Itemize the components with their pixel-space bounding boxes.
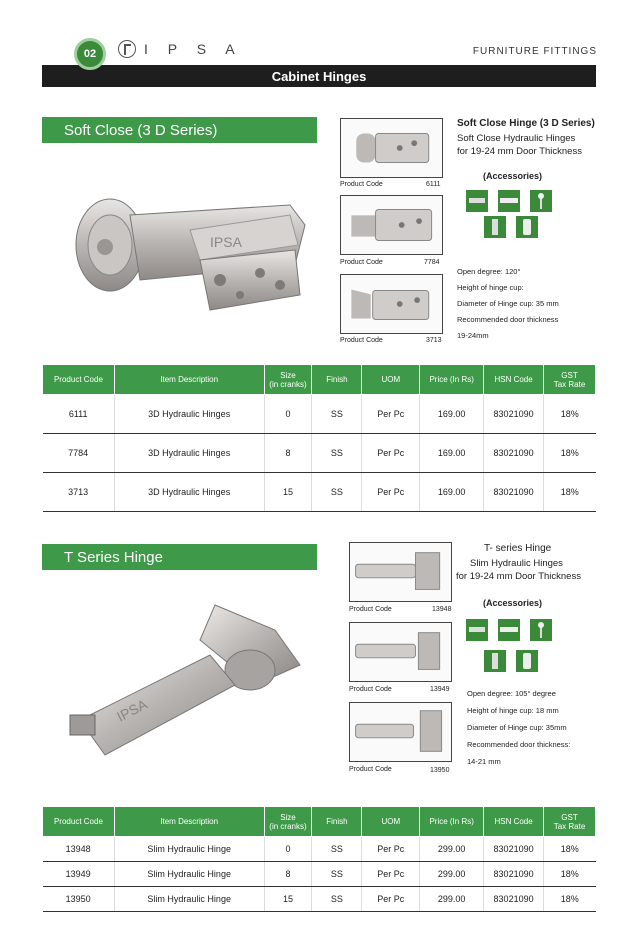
col-header: Item Description — [114, 807, 264, 837]
plate-icon — [498, 190, 520, 212]
col-header: Product Code — [43, 807, 115, 837]
cell: 18% — [544, 395, 596, 434]
brand-logo — [118, 40, 243, 58]
spec-line: Soft Close Hydraulic Hinges — [457, 133, 576, 144]
col-header: UOM — [362, 807, 420, 837]
screw-icon — [530, 190, 552, 212]
product-thumb-13950 — [349, 702, 452, 762]
detail-line: 19-24mm — [457, 331, 489, 340]
cell: 169.00 — [420, 473, 484, 512]
section-banner-t-series: T Series Hinge — [42, 544, 317, 570]
product-thumb-6111 — [340, 118, 443, 178]
cell: 7784 — [43, 434, 115, 473]
col-header: Finish — [312, 365, 362, 395]
product-code-label: Product Code — [340, 259, 383, 266]
cell: SS — [312, 434, 362, 473]
dowel-icon — [484, 650, 506, 672]
product-code-label: Product Code — [349, 606, 392, 613]
cell: 6111 — [43, 395, 115, 434]
table-row — [43, 837, 596, 862]
cell: Per Pc — [362, 862, 420, 887]
spec-line: Slim Hydraulic Hinges — [470, 558, 563, 569]
spec-title: T- series Hinge — [484, 543, 552, 554]
cell: Per Pc — [362, 434, 420, 473]
table-row — [43, 395, 596, 434]
cell: 3713 — [43, 473, 115, 512]
cell: SS — [312, 837, 362, 862]
section-banner-soft-close: Soft Close (3 D Series) — [42, 117, 317, 143]
cell: 3D Hydraulic Hinges — [114, 395, 264, 434]
product-thumb-3713 — [340, 274, 443, 334]
col-header: Item Description — [114, 365, 264, 395]
cell: Slim Hydraulic Hinge — [114, 887, 264, 912]
page-title: Cabinet Hinges — [42, 65, 596, 87]
col-header: Product Code — [43, 365, 115, 395]
svg-text:IPSA: IPSA — [210, 234, 242, 250]
cell: SS — [312, 473, 362, 512]
col-header: UOM — [362, 365, 420, 395]
cell: 15 — [264, 473, 312, 512]
cell: 0 — [264, 395, 312, 434]
screw-bar-icon — [466, 190, 488, 212]
cell: Per Pc — [362, 395, 420, 434]
col-header: HSN Code — [484, 807, 544, 837]
detail-line: Open degree: 120° — [457, 267, 521, 276]
brand-name: I P S A — [144, 41, 243, 57]
cell: 8 — [264, 862, 312, 887]
cell: Per Pc — [362, 887, 420, 912]
price-table-t-series — [42, 806, 596, 912]
col-header: GST Tax Rate — [544, 807, 596, 837]
accessories-title: (Accessories) — [483, 171, 543, 181]
detail-line: Height of hinge cup: 18 mm — [467, 706, 559, 715]
cell: 18% — [544, 473, 596, 512]
product-code-label: Product Code — [340, 337, 383, 344]
cell: 13948 — [43, 837, 115, 862]
product-thumb-13948 — [349, 542, 452, 602]
cell: Per Pc — [362, 837, 420, 862]
cell: 83021090 — [484, 395, 544, 434]
cell: 299.00 — [420, 837, 484, 862]
col-header: Price (In Rs) — [420, 365, 484, 395]
cell: 83021090 — [484, 862, 544, 887]
table-header-row — [43, 807, 596, 837]
cell: 83021090 — [484, 887, 544, 912]
accessories-row — [484, 650, 538, 672]
col-header: Size (in cranks) — [264, 365, 312, 395]
product-code-value: 13950 — [430, 767, 450, 774]
cell: Slim Hydraulic Hinge — [114, 837, 264, 862]
cell: 299.00 — [420, 887, 484, 912]
detail-line: Recommended door thickness — [457, 315, 559, 324]
screw-icon — [530, 619, 552, 641]
product-code-value: 7784 — [424, 259, 440, 266]
col-header: GST Tax Rate — [544, 365, 596, 395]
col-header: Price (In Rs) — [420, 807, 484, 837]
cylinder-icon — [516, 650, 538, 672]
cell: Slim Hydraulic Hinge — [114, 862, 264, 887]
cell: SS — [312, 887, 362, 912]
detail-line: Open degree: 105° degree — [467, 689, 556, 698]
table-row — [43, 434, 596, 473]
cell: 3D Hydraulic Hinges — [114, 473, 264, 512]
cell: SS — [312, 862, 362, 887]
spec-details — [457, 264, 559, 344]
spec-line: for 19-24 mm Door Thickness — [456, 571, 581, 582]
product-thumb-7784 — [340, 195, 443, 255]
cell: 13950 — [43, 887, 115, 912]
detail-line: 14-21 mm — [467, 757, 501, 766]
cell: Per Pc — [362, 473, 420, 512]
cell: 83021090 — [484, 837, 544, 862]
product-code-value: 13948 — [432, 606, 452, 613]
col-header: HSN Code — [484, 365, 544, 395]
logo-icon — [118, 40, 136, 58]
accessories-row — [484, 216, 538, 238]
cell: 83021090 — [484, 473, 544, 512]
soft-close-hinge-image — [70, 185, 320, 335]
cell: SS — [312, 395, 362, 434]
product-code-value: 3713 — [426, 337, 442, 344]
cell: 169.00 — [420, 434, 484, 473]
cell: 13949 — [43, 862, 115, 887]
table-row — [43, 473, 596, 512]
cell: 0 — [264, 837, 312, 862]
product-code-value: 13949 — [430, 686, 450, 693]
col-header: Finish — [312, 807, 362, 837]
cell: 15 — [264, 887, 312, 912]
spec-title: Soft Close Hinge (3 D Series) — [457, 118, 595, 129]
cell: 299.00 — [420, 862, 484, 887]
accessories-row — [466, 190, 552, 212]
accessories-title: (Accessories) — [483, 598, 543, 608]
product-code-value: 6111 — [426, 181, 441, 188]
t-series-hinge-image — [60, 600, 310, 770]
cell: 83021090 — [484, 434, 544, 473]
cell: 18% — [544, 837, 596, 862]
cell: 169.00 — [420, 395, 484, 434]
cell: 18% — [544, 862, 596, 887]
detail-line: Recommended door thickness: — [467, 740, 571, 749]
spec-line: for 19-24 mm Door Thickness — [457, 146, 582, 157]
accessories-row — [466, 619, 552, 641]
product-code-label: Product Code — [340, 181, 383, 188]
product-thumb-13949 — [349, 622, 452, 682]
product-code-label: Product Code — [349, 766, 392, 773]
cell: 8 — [264, 434, 312, 473]
detail-line: Diameter of Hinge cup: 35mm — [467, 723, 567, 732]
svg-text:IPSA: IPSA — [114, 695, 150, 725]
col-header: Size (in cranks) — [264, 807, 312, 837]
plate-icon — [498, 619, 520, 641]
price-table-soft-close — [42, 364, 596, 512]
table-row — [43, 887, 596, 912]
spec-details — [467, 685, 570, 770]
cylinder-icon — [516, 216, 538, 238]
dowel-icon — [484, 216, 506, 238]
detail-line: Diameter of Hinge cup: 35 mm — [457, 299, 559, 308]
table-header-row — [43, 365, 596, 395]
page-number: 02 — [74, 38, 106, 70]
product-code-label: Product Code — [349, 686, 392, 693]
screw-bar-icon — [466, 619, 488, 641]
category-label: FURNITURE FITTINGS — [472, 46, 597, 57]
cell: 18% — [544, 434, 596, 473]
cell: 3D Hydraulic Hinges — [114, 434, 264, 473]
cell: 18% — [544, 887, 596, 912]
table-row — [43, 862, 596, 887]
detail-line: Height of hinge cup: — [457, 283, 524, 292]
